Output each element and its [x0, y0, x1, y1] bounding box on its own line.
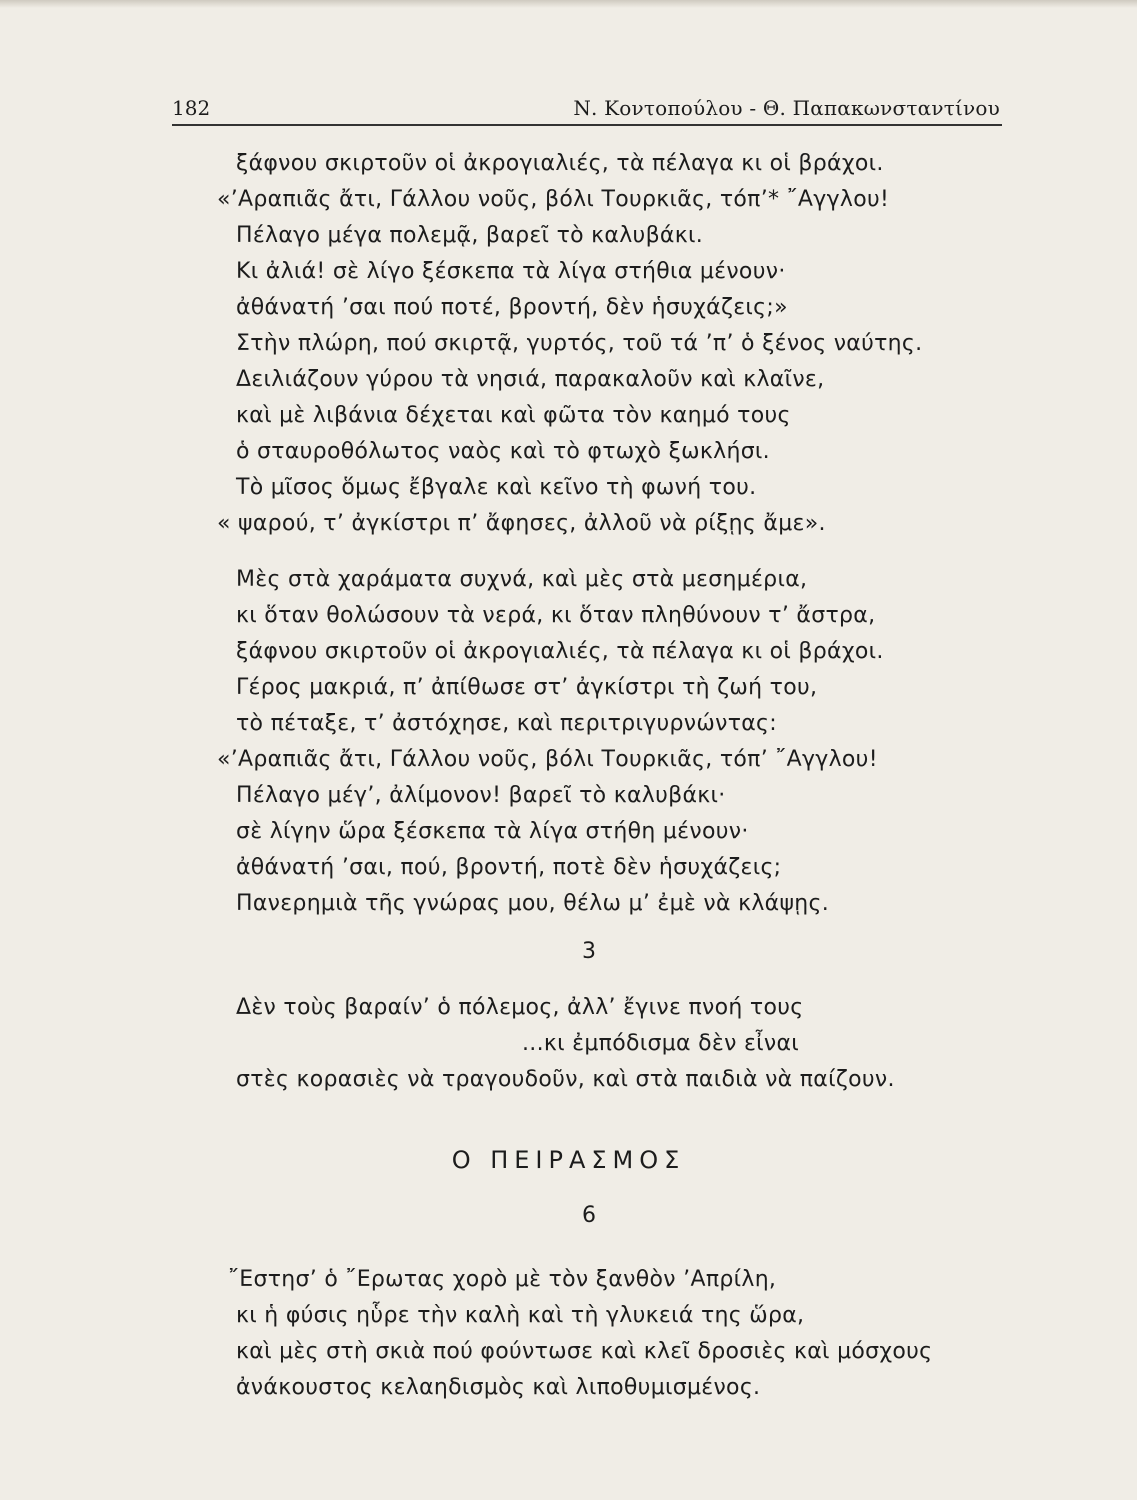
poem-line: ῎Εστησ’ ὁ ῎Ερωτας χορὸ μὲ τὸν ξανθὸν ’Απρίλη,: [228, 1267, 777, 1292]
poem-line: ἀθάνατή ’σαι πού ποτέ, βροντή, δὲν ἡσυχάζεις;»: [236, 295, 788, 320]
poem-line: « ψαρού, τ’ ἀγκίστρι π’ ἄφησες, ἀλλοῦ νὰ ρίξῃς ἄμε».: [217, 511, 826, 536]
page-edge: [0, 0, 1137, 8]
header-rule: [172, 124, 1002, 126]
poem-line: ...κι ἐμπόδισμα δὲν εἶναι: [522, 1031, 800, 1056]
poem-line: ἀνάκουστος κελαηδισμὸς καὶ λιποθυμισμένος.: [236, 1375, 761, 1400]
poem-line: «’Αραπιᾶς ἄτι, Γάλλου νοῦς, βόλι Τουρκιᾶς, τόπ’* ῎Αγγλου!: [217, 187, 890, 212]
poem-line: κι ἡ φύσις ηὗρε τὴν καλὴ καὶ τὴ γλυκειά της ὥρα,: [236, 1303, 805, 1328]
poem-line: ξάφνου σκιρτοῦν οἱ ἀκρογιαλιές, τὰ πέλαγα κι οἱ βράχοι.: [236, 639, 884, 664]
poem-line: τὸ πέταξε, τ’ ἀστόχησε, καὶ περιτριγυρνώντας:: [236, 711, 777, 736]
poem-line: Δὲν τοὺς βαραίν’ ὁ πόλεμος, ἀλλ’ ἔγινε πνοή τους: [236, 995, 804, 1020]
poem-line: Κι ἀλιά! σὲ λίγο ξέσκεπα τὰ λίγα στήθια μένουν·: [236, 259, 786, 284]
poem-line: στὲς κορασιὲς νὰ τραγουδοῦν, καὶ στὰ παιδιὰ νὰ παίζουν.: [236, 1067, 895, 1092]
page-number: 182: [172, 96, 211, 120]
poem-line: ξάφνου σκιρτοῦν οἱ ἀκρογιαλιές, τὰ πέλαγα κι οἱ βράχοι.: [236, 151, 884, 176]
section-number: 3: [582, 939, 597, 964]
poem-line: Γέρος μακριά, π’ ἀπίθωσε στ’ ἀγκίστρι τὴ ζωή του,: [236, 675, 818, 700]
poem-line: Στὴν πλώρη, πού σκιρτᾷ, γυρτός, τοῦ τά ’π’ ὁ ξένος ναύτης.: [236, 331, 923, 356]
poem-line: ἀθάνατή ’σαι, πού, βροντή, ποτὲ δὲν ἡσυχάζεις;: [236, 855, 782, 880]
poem-line: καὶ μὲ λιβάνια δέχεται καὶ φῶτα τὸν καημό τους: [236, 403, 791, 428]
poem-line: Δειλιάζουν γύρου τὰ νησιά, παρακαλοῦν καὶ κλαῖνε,: [236, 367, 825, 392]
poem-line: καὶ μὲς στὴ σκιὰ πού φούντωσε καὶ κλεῖ δροσιὲς καὶ μόσχους: [236, 1339, 933, 1364]
poem-title: Ο ΠΕΙΡΑΣΜΟΣ: [451, 1146, 686, 1174]
poem-line: Μὲς στὰ χαράματα συχνά, καὶ μὲς στὰ μεσημέρια,: [236, 567, 808, 592]
poem-line: Πανερημιὰ τῆς γνώρας μου, θέλω μ’ ἐμὲ νὰ κλάψῃς.: [236, 891, 830, 916]
poem-line: σὲ λίγην ὥρα ξέσκεπα τὰ λίγα στήθη μένουν·: [236, 819, 749, 844]
running-head: Ν. Κοντοπούλου - Θ. Παπακωνσταντίνου: [573, 96, 1000, 120]
poem-line: «’Αραπιᾶς ἄτι, Γάλλου νοῦς, βόλι Τουρκιᾶς, τόπ’ ῎Αγγλου!: [217, 747, 878, 772]
section-number: 6: [582, 1203, 597, 1228]
poem-line: κι ὅταν θολώσουν τὰ νερά, κι ὅταν πληθύνουν τ’ ἄστρα,: [236, 603, 876, 628]
poem-line: Πέλαγο μέγα πολεμᾷ, βαρεῖ τὸ καλυβάκι.: [236, 223, 704, 248]
poem-line: Τὸ μῖσος ὅμως ἔβγαλε καὶ κεῖνο τὴ φωνή του.: [236, 475, 757, 500]
poem-line: Πέλαγο μέγ’, ἀλίμονον! βαρεῖ τὸ καλυβάκι·: [236, 783, 726, 808]
poem-line: ὁ σταυροθόλωτος ναὸς καὶ τὸ φτωχὸ ξωκλήσι.: [236, 439, 770, 464]
page-header: [172, 92, 1000, 124]
